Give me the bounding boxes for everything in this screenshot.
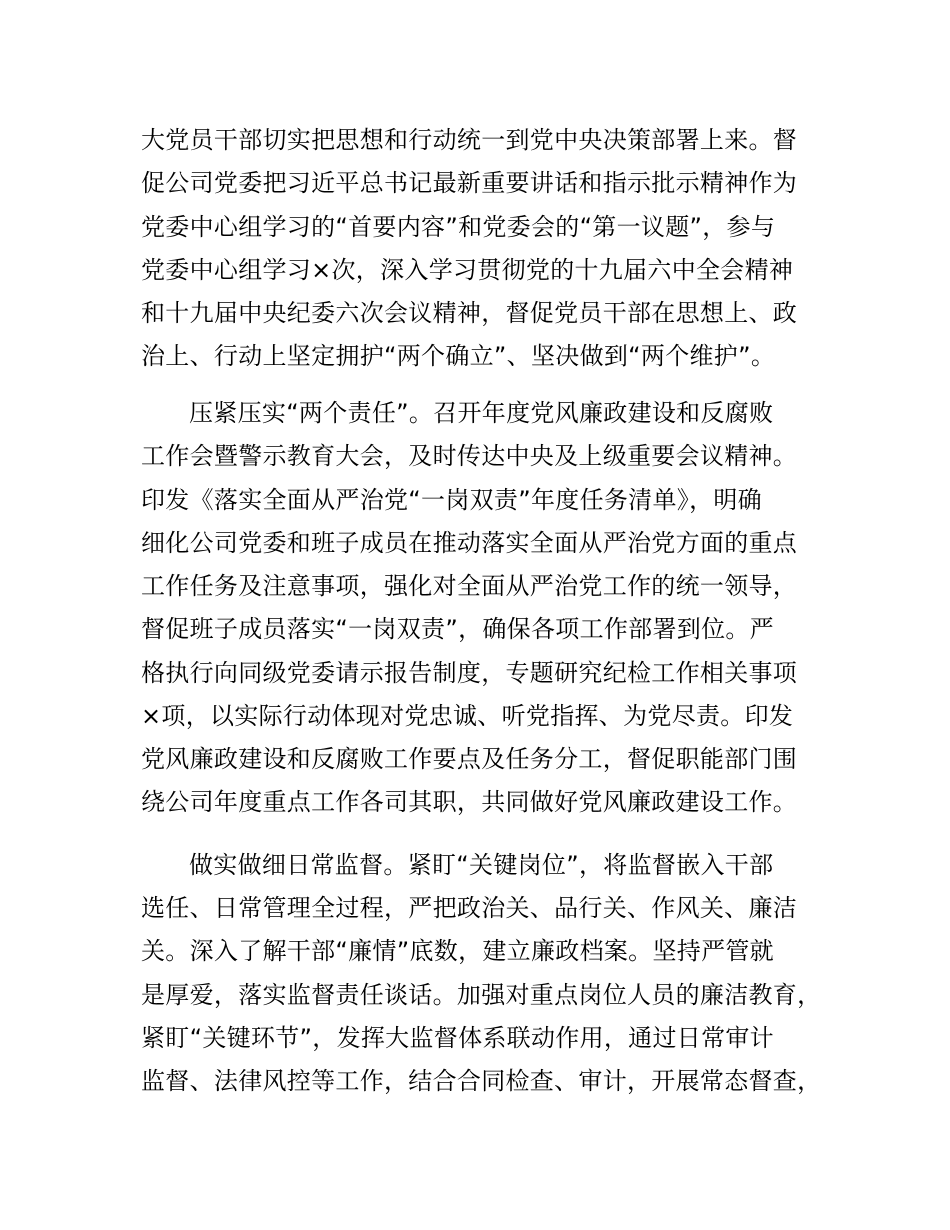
paragraph-3-line-4: 是厚爱，落实监督责任谈话。加强对重点岗位人员的廉洁教育， [141, 981, 822, 1009]
paragraph-2-line-4: 细化公司党委和班子成员在推动落实全面从严治党方面的重点 [141, 529, 798, 557]
paragraph-2-line-10: 绕公司年度重点工作各司其职，共同做好党风廉政建设工作。 [141, 788, 798, 816]
paragraph-2-line-7: 格执行向同级党委请示报告制度，专题研究纪检工作相关事项 [141, 659, 798, 687]
paragraph-2-line-3: 印发《落实全面从严治党“一岗双责”年度任务清单》，明确 [141, 486, 762, 514]
paragraph-2-line-2: 工作会暨警示教育大会，及时传达中央及上级重要会议精神。 [141, 442, 798, 470]
paragraph-3-line-1: 做实做细日常监督。紧盯“关键岗位”，将监督嵌入干部 [189, 851, 774, 879]
paragraph-1-line-5: 和十九届中央纪委六次会议精神，督促党员干部在思想上、政 [141, 299, 798, 327]
paragraph-3-line-3: 关。深入了解干部“廉情”底数，建立廉政档案。坚持严管就 [141, 937, 774, 965]
paragraph-2-line-5: 工作任务及注意事项，强化对全面从严治党工作的统一领导， [141, 572, 798, 600]
paragraph-1-line-6: 治上、行动上坚定拥护“两个确立”、坚决做到“两个维护”。 [141, 342, 776, 370]
paragraph-3-line-2: 选任、日常管理全过程，严把政治关、品行关、作风关、廉洁 [141, 894, 798, 922]
paragraph-2-line-6: 督促班子成员落实“一岗双责”，确保各项工作部署到位。严 [141, 615, 774, 643]
paragraph-1-line-4: 党委中心组学习×次，深入学习贯彻党的十九届六中全会精神 [141, 256, 794, 284]
paragraph-1-line-1: 大党员干部切实把思想和行动统一到党中央决策部署上来。督 [141, 126, 798, 154]
paragraph-1-line-2: 促公司党委把习近平总书记最新重要讲话和指示批示精神作为 [141, 169, 798, 197]
paragraph-1-line-3: 党委中心组学习的“首要内容”和党委会的“第一议题”，参与 [141, 213, 776, 241]
paragraph-2-line-1: 压紧压实“两个责任”。召开年度党风廉政建设和反腐败 [189, 399, 774, 427]
paragraph-2-line-9: 党风廉政建设和反腐败工作要点及任务分工，督促职能部门围 [141, 745, 798, 773]
paragraph-3-line-5: 紧盯“关键环节”，发挥大监督体系联动作用，通过日常审计 [141, 1024, 774, 1052]
paragraph-2-line-8: ×项，以实际行动体现对党忠诚、听党指挥、为党尽责。印发 [141, 702, 794, 730]
paragraph-3-line-6: 监督、法律风控等工作，结合合同检查、审计，开展常态督查， [141, 1067, 822, 1095]
